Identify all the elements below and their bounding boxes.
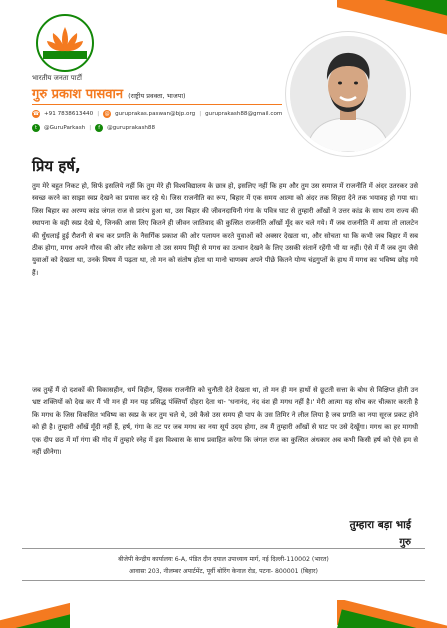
contact-row-1: ☎ +91 7838613440 | @ guruprakas.paswan@bjp.org | guruprakash88@gmail.com bbox=[32, 111, 283, 117]
email-primary[interactable]: guruprakas.paswan@bjp.org bbox=[115, 111, 196, 117]
bottom-left-corner-stripe bbox=[0, 600, 70, 628]
bottom-right-corner-stripe bbox=[337, 600, 447, 628]
party-name: भारतीय जनता पार्टी bbox=[32, 74, 82, 82]
sender-portrait-photo bbox=[286, 32, 410, 156]
signoff: तुम्हारा बड़ा भाई bbox=[349, 519, 411, 531]
facebook-handle[interactable]: @guruprakash88 bbox=[107, 125, 156, 131]
lotus-icon bbox=[43, 21, 87, 65]
signature: गुरु bbox=[399, 537, 411, 548]
email-icon: @ bbox=[104, 111, 110, 117]
letter-paragraph-1: तुम मेरे बहुत निकट हो, सिर्फ इसलिये नहीं कि तुम मेरे ही विश्वविद्यालय के छात्र हो, इसलिए नहीं कि हम और तुम उस समाज में राजनीति में अंदर उतरकर उसे स्वच्छ करने का साझा स्वप्न देखने का प्रयास कर रहे थे। जिस राजनीति का रूप, बिहार में एक समय आत्मा को अंदर तक सिहरा देने तक भयावह हो गया था। जिस बिहार का अरण्य कांड जंगल राज से प्रारंभ हुआ था, उस बिहार की जीवनदायिनी गंगा के पवित्र घाट से तुम्हारी आँखों ने उत्तर कांड के साथ राम राज्य की स्थापना के वही स्वप्न देखे थे, जिनकी आस लिए कितने ही जीवन जातिवाद की कुत्सित राजनीति आँखों मूँद कर चले गये। मैं जब राजनीति में आया तो लालटेन की धुँधलाई हुई रौशनी से बच कर प्रगति के नैसर्गिक प्रकाश की ओर पलायन करते युवाओं को अक्सर देखता था, और सोचता था कि कभी जब बिहार में सब ठीक होगा, मगध अपने गौरव की ओर लौट सकेगा तो उस समय मिट्टी से मगध का उत्थान देखने के लिए उसकी संतानें रहेंगी भी या नहीं। ऐसे में मैं जब तुम जैसे युवाओं को देखता था, उनके विषय में पढ़ता था, तो मन को संतोष होता था मानो चाणक्य अपने पीछे कितने योग्य चंद्रगुप्तों के हाथ में मगध का भविष्य छोड़ गये हैं। bbox=[32, 182, 418, 277]
header-divider bbox=[32, 104, 282, 105]
office-address: बीजेपी केन्द्रीय कार्यालयः 6-A, पंडित दीन दयाल उपाध्याय मार्ग, नई दिल्ली-110002 (भारत) bbox=[118, 556, 329, 563]
sender-designation: (राष्ट्रीय प्रवक्ता, भाजपा) bbox=[128, 92, 186, 100]
top-right-corner-stripe bbox=[337, 0, 447, 36]
footer-divider-bottom bbox=[22, 580, 425, 581]
phone-icon: ☎ bbox=[32, 111, 40, 117]
phone-number: +91 7838613440 bbox=[44, 111, 94, 117]
twitter-handle[interactable]: @GuruParkash bbox=[44, 125, 86, 131]
facebook-icon: f bbox=[95, 124, 103, 132]
twitter-icon: t bbox=[32, 124, 40, 132]
residence-address: आवासः 203, नीलम्बर अपार्टमेंट, पूर्वी बोरिंग केनाल रोड, पटना- 800001 (बिहार) bbox=[129, 568, 318, 575]
contact-row-2: t @GuruParkash | f @guruprakash88 bbox=[32, 124, 155, 132]
sender-name: गुरु प्रकाश पासवान bbox=[32, 87, 124, 102]
sender-name-row bbox=[32, 84, 186, 102]
bjp-lotus-logo bbox=[36, 14, 94, 72]
letter-paragraph-2: जब तुम्हें मैं दो दशकों की विकासहीन, धर्म विहीन, हिंसक राजनीति को चुनौती देते देखता था, तो मन ही मन हाथों से छूटती सत्ता के बोध से विक्षिप्त होती उन भ्रष्ट शक्तियों को देख कर मैं भी मन ही मन यह प्रसिद्ध पंक्तियाँ दोहरा देता था- 'धनानंद, नंद वंश ही मगध नहीं है।' मेरी आत्मा यह सोच कर चीत्कार करती है कि मगध के जिस विकसित भविष्य का स्वप्न के कर तुम चले थे, उसे कैसे उस समय ही पाप के उस तिमिर ने लील लिया है जब प्रगति का नया सूरज प्रकट होने को ही है। तुम्हारी आँखें मूँदी नहीं हैं, हर्ष, गंगा के तट पर जब मगध का नया सूर्य उदय होगा, तब मैं तुम्हारी आँखों से घाट पर उसे देखूँगा। मगध का हर मागधी एक दीप छठ में माँ गंगा की गोद में तुम्हारे स्नेह में इस विश्वास के साथ प्रवाहित करेगा कि जंगल राज का कुत्सित अंधकार अब कभी किसी हर्ष को ऐसे हम से नहीं छीनेगा। bbox=[32, 386, 418, 457]
footer-divider-top bbox=[22, 548, 425, 549]
email-secondary[interactable]: guruprakash88@gmail.com bbox=[205, 111, 283, 117]
portrait-image bbox=[290, 36, 406, 152]
salutation: प्रिय हर्ष, bbox=[32, 157, 81, 175]
